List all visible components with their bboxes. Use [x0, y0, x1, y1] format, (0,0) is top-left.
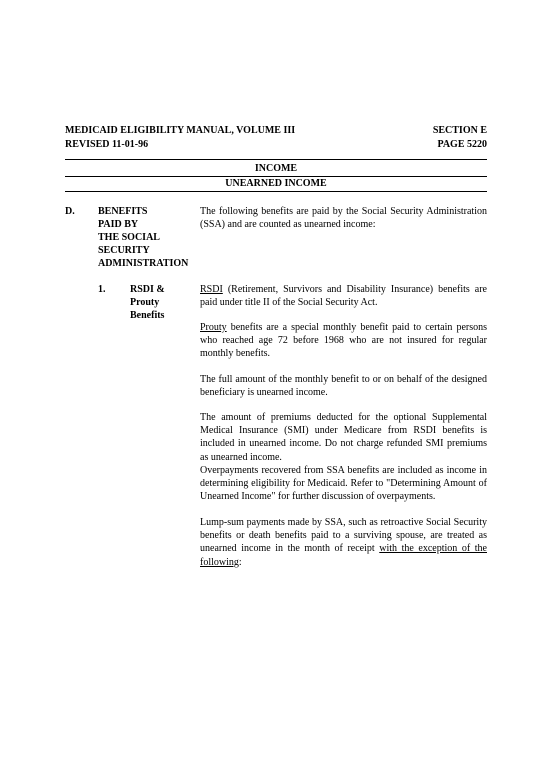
manual-title: MEDICAID ELIGIBILITY MANUAL, VOLUME III	[65, 125, 296, 136]
main-title: INCOME	[254, 163, 298, 174]
top-rule	[65, 159, 487, 160]
rsdi-text: (Retirement, Survivors and Disability Insurance) benefits are paid under title II of the Social Security Act.	[200, 284, 487, 309]
rsdi-paragraph	[200, 283, 487, 309]
section-label: SECTION E	[432, 125, 487, 136]
bottom-rule	[65, 191, 487, 192]
item-1-number: 1.	[98, 284, 106, 295]
item-1-heading-line: Prouty	[130, 297, 160, 308]
section-d-heading-line: BENEFITS	[98, 206, 148, 217]
middle-rule	[65, 176, 487, 177]
prouty-text: benefits are a special monthly benefit paid to certain persons who reached age 72 before 1968 who are not insured for regular monthly benefits.	[200, 322, 487, 360]
section-d-heading-line: PAID BY	[98, 219, 139, 230]
section-d-heading-line: THE SOCIAL	[98, 232, 160, 243]
page-number: PAGE 5220	[437, 139, 487, 150]
rsdi-term: RSDI	[200, 284, 223, 295]
lump-sum-exception: with the exception of the following	[200, 543, 487, 568]
section-d-heading-line: SECURITY	[98, 245, 150, 256]
sub-title: UNEARNED INCOME	[225, 178, 327, 189]
lump-sum-paragraph	[200, 516, 487, 569]
premiums-paragraph: The amount of premiums deducted for the optional Supplemental Medical Insurance (SMI) under Medicare from RSDI benefits is included in unearned income. Do not charge refunded SMI premiums as unearned income.	[200, 412, 487, 463]
prouty-paragraph	[200, 321, 487, 361]
lump-sum-colon: :	[238, 556, 242, 568]
section-d-heading-line: ADMINISTRATION	[98, 258, 189, 269]
lump-sum-text: Lump-sum payments made by SSA, such as retroactive Social Security benefits or death benefits paid to a surviving spouse, are treated as unearned income in the month of receipt	[200, 517, 487, 555]
item-1-heading-line: Benefits	[130, 310, 165, 321]
item-1-heading-line: RSDI &	[130, 284, 165, 295]
section-d-letter: D.	[65, 206, 75, 217]
full-amount-paragraph: The full amount of the monthly benefit to or on behalf of the designed beneficiary is unearned income.	[200, 374, 487, 399]
prouty-term: Prouty	[200, 322, 227, 333]
overpayments-paragraph: Overpayments recovered from SSA benefits are included as income in determining eligibility for Medicaid. Refer to "Determining Amount of Unearned Income" for further discussion of overpayments.	[200, 465, 487, 503]
section-d-intro: The following benefits are paid by the Social Security Administration (SSA) and are counted as unearned income:	[200, 206, 487, 231]
revised-date: REVISED 11-01-96	[65, 139, 149, 150]
